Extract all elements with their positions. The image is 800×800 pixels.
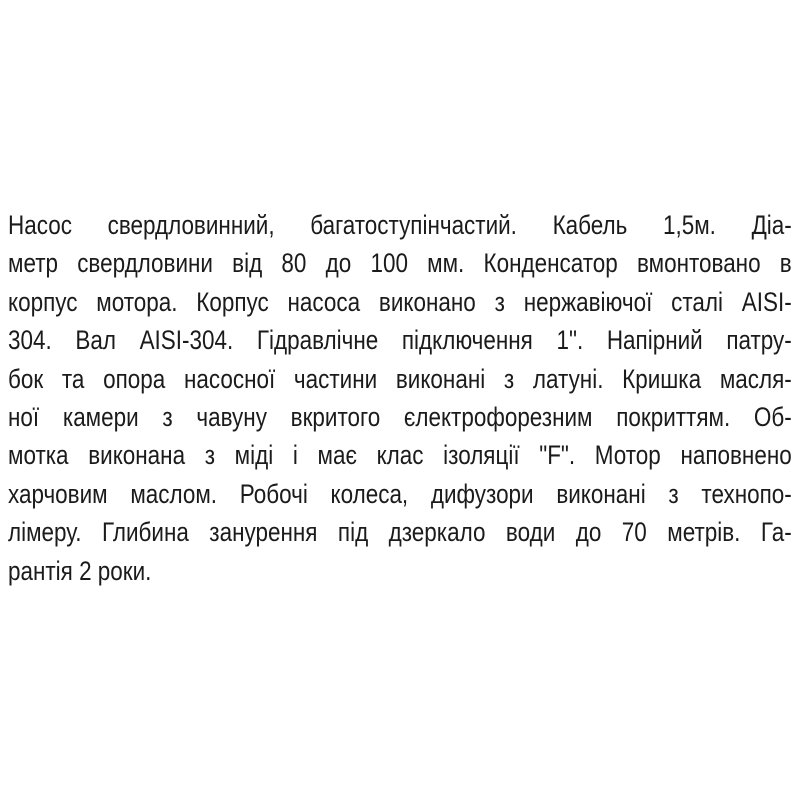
text-line: харчовим маслом. Робочі колеса, дифузори виконані з технопо- [8, 478, 792, 509]
text-line: мотка виконана з міді і має клас ізоляції "F". Мотор наповнено [8, 440, 792, 471]
text-line: 304. Вал AISI-304. Гідравлічне підключення 1". Напірний патру- [8, 325, 792, 356]
text-line: ної камери з чавуну вкритого єлектрофорезним покриттям. Об- [8, 402, 792, 433]
text-line: корпус мотора. Корпус насоса виконано з нержавіючої сталі AISI- [8, 286, 792, 317]
text-line: лімеру. Глибина занурення під дзеркало води до 70 метрів. Га- [8, 517, 792, 548]
text-line: метр свердловини від 80 до 100 мм. Конденсатор вмонтовано в [8, 248, 792, 279]
text-line: Насос свердловинний, багатоступінчастий. Кабель 1,5м. Діа- [8, 210, 792, 240]
text-line: рантія 2 роки. [8, 555, 152, 586]
product-description [8, 206, 792, 590]
text-line: бок та опора насосної частини виконані з латуні. Кришка масля- [8, 363, 792, 394]
